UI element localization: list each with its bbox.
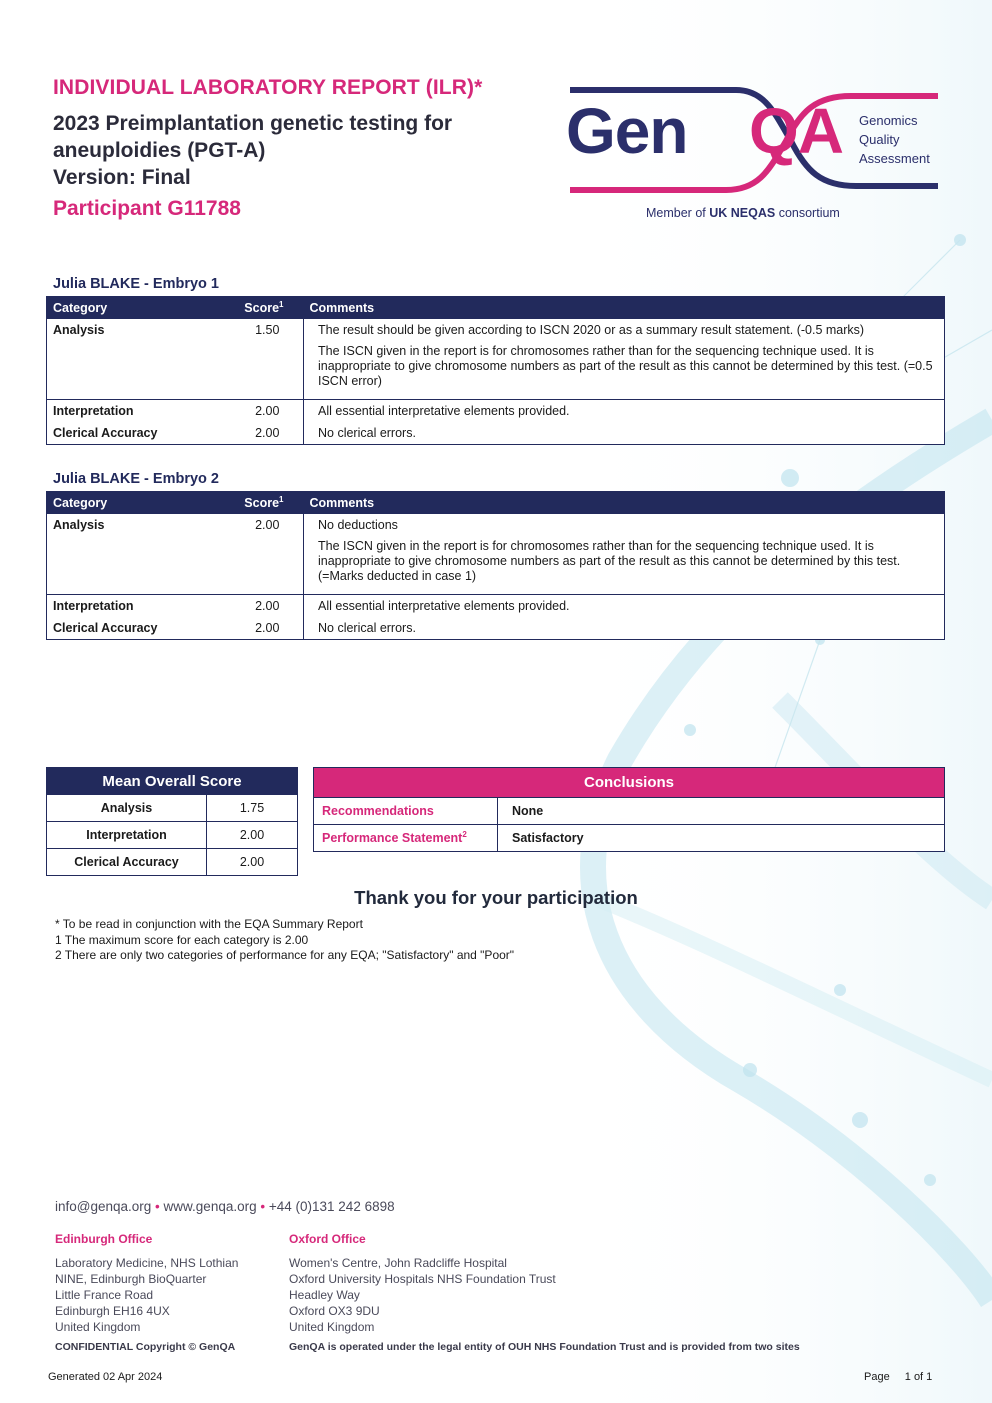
address-line: Women's Centre, John Radcliffe Hospital	[289, 1256, 507, 1270]
address-line: Edinburgh EH16 4UX	[55, 1304, 170, 1318]
col-score-label: Score	[244, 495, 280, 510]
oxford-address	[289, 1255, 556, 1335]
footnote: 1 The maximum score for each category is 2.00	[55, 932, 309, 947]
page-value: 1 of 1	[904, 1371, 933, 1383]
logo-gen-text: Gen	[566, 95, 688, 167]
embryo1-table	[46, 296, 945, 445]
report-title: INDIVIDUAL LABORATORY REPORT (ILR)*	[53, 76, 483, 99]
table-row	[314, 798, 945, 825]
table-row	[47, 399, 945, 422]
mean-score-value: 1.75	[207, 795, 298, 822]
performance-label-text: Performance Statement	[322, 831, 463, 845]
table-row	[47, 849, 298, 876]
address-line: United Kingdom	[289, 1320, 375, 1334]
performance-label	[314, 825, 498, 852]
row-category: Clerical Accuracy	[53, 425, 158, 440]
report-version: Version: Final	[53, 166, 191, 189]
mean-score-label: Analysis	[47, 795, 207, 822]
col-comments: Comments	[304, 297, 945, 319]
report-subtitle: 2023 Preimplantation genetic testing for aneuploidies (PGT-A)	[53, 112, 453, 162]
participant-id: Participant G11788	[53, 197, 241, 220]
mean-score-title: Mean Overall Score	[47, 768, 298, 795]
address-line: Headley Way	[289, 1288, 360, 1302]
col-category: Category	[47, 492, 232, 514]
embryo2-title: Julia BLAKE - Embryo 2	[53, 471, 219, 487]
table-row	[47, 795, 298, 822]
row-comments	[304, 514, 945, 595]
conclusions-title: Conclusions	[314, 768, 945, 798]
table-header-row	[47, 492, 945, 514]
member-prefix: Member of	[646, 206, 706, 220]
mean-score-label: Clerical Accuracy	[47, 849, 207, 876]
row-score: 2.00	[232, 594, 304, 617]
row-score: 2.00	[232, 422, 304, 445]
table-row	[47, 617, 945, 640]
confidential-notice: CONFIDENTIAL Copyright © GenQA	[55, 1341, 236, 1353]
row-score: 2.00	[232, 617, 304, 640]
operated-notice: GenQA is operated under the legal entity of OUH NHS Foundation Trust and is provided from two sites	[289, 1341, 800, 1353]
address-line: Oxford University Hospitals NHS Foundation Trust	[289, 1272, 556, 1286]
mean-score-value: 2.00	[207, 822, 298, 849]
embryo1-title: Julia BLAKE - Embryo 1	[53, 276, 219, 292]
col-score-sup: 1	[279, 299, 284, 309]
col-score	[232, 297, 304, 319]
row-comments: No clerical errors.	[318, 425, 416, 440]
edinburgh-office-title: Edinburgh Office	[55, 1232, 153, 1246]
conclusions-table	[313, 767, 945, 852]
table-row	[47, 514, 945, 595]
row-score: 2.00	[232, 399, 304, 422]
address-line: Laboratory Medicine, NHS Lothian	[55, 1256, 239, 1270]
footnotes	[55, 917, 514, 964]
member-suffix: consortium	[778, 206, 840, 220]
embryo2-table	[46, 491, 945, 640]
logo-line-genomics: Genomics	[859, 113, 918, 128]
address-line: Little France Road	[55, 1288, 154, 1302]
row-score: 1.50	[232, 319, 304, 400]
address-line: NINE, Edinburgh BioQuarter	[55, 1272, 207, 1286]
logo-member-line	[646, 206, 840, 220]
logo-line-assessment: Assessment	[859, 151, 930, 166]
footer-email-link[interactable]: info@genqa.org	[55, 1199, 152, 1214]
genqa-logo	[566, 86, 946, 226]
comment-text: The ISCN given in the report is for chromosomes rather than for the sequencing technique used. It is inappropriate to give chromosome numbers as part of the result as this cannot be determined by this test. (=Marks deducted in case 1)	[318, 538, 901, 583]
row-category: Interpretation	[47, 594, 232, 617]
row-category: Interpretation	[47, 399, 232, 422]
footer-phone: +44 (0)131 242 6898	[268, 1199, 395, 1214]
recommendations-value: None	[498, 798, 945, 825]
oxford-office-title: Oxford Office	[289, 1232, 366, 1246]
table-row	[47, 319, 945, 400]
table-row	[47, 822, 298, 849]
row-comments: No clerical errors.	[318, 620, 416, 635]
table-row	[47, 594, 945, 617]
recommendations-label: Recommendations	[314, 798, 498, 825]
footer-web-link[interactable]: www.genqa.org	[163, 1199, 257, 1214]
logo-qa-text: QA	[749, 95, 843, 167]
row-comments: All essential interpretative elements provided.	[304, 594, 945, 617]
row-category: Analysis	[53, 322, 105, 337]
member-bold: UK NEQAS	[709, 206, 776, 220]
thank-you-message: Thank you for your participation	[354, 887, 638, 908]
generated-date: Generated 02 Apr 2024	[48, 1371, 163, 1383]
row-category: Clerical Accuracy	[53, 620, 158, 635]
table-row	[314, 825, 945, 852]
col-category: Category	[47, 297, 232, 319]
row-comments: All essential interpretative elements provided.	[304, 399, 945, 422]
comment-text: No deductions	[318, 517, 398, 532]
separator-dot: •	[155, 1199, 160, 1214]
page-number	[864, 1371, 932, 1383]
table-row	[47, 422, 945, 445]
performance-sup: 2	[462, 829, 467, 839]
row-comments	[304, 319, 945, 400]
mean-overall-score-table	[46, 767, 298, 876]
footnote: 2 There are only two categories of performance for any EQA; "Satisfactory" and "Poor"	[55, 948, 515, 962]
col-score-sup: 1	[279, 494, 284, 504]
performance-value: Satisfactory	[498, 825, 945, 852]
footnote: * To be read in conjunction with the EQA Summary Report	[55, 917, 363, 931]
col-comments: Comments	[304, 492, 945, 514]
row-score: 2.00	[232, 514, 304, 595]
col-score-label: Score	[244, 300, 280, 315]
page-label: Page	[864, 1371, 890, 1383]
address-line: Oxford OX3 9DU	[289, 1304, 380, 1318]
col-score	[232, 492, 304, 514]
logo-line-quality: Quality	[859, 132, 900, 147]
row-category: Analysis	[53, 517, 105, 532]
separator-dot: •	[260, 1199, 266, 1214]
mean-score-label: Interpretation	[47, 822, 207, 849]
comment-text: The ISCN given in the report is for chromosomes rather than for the sequencing technique used. It is inappropriate to give chromosome numbers as part of the result as this cannot be determined by this test. (=0.5 ISCN error)	[318, 343, 933, 388]
mean-score-value: 2.00	[207, 849, 298, 876]
address-line: United Kingdom	[55, 1320, 141, 1334]
comment-text: The result should be given according to ISCN 2020 or as a summary result statement. (-0.5 marks)	[318, 322, 865, 337]
table-header-row	[47, 297, 945, 319]
footer-contact-line	[55, 1199, 395, 1214]
edinburgh-address	[55, 1255, 238, 1335]
